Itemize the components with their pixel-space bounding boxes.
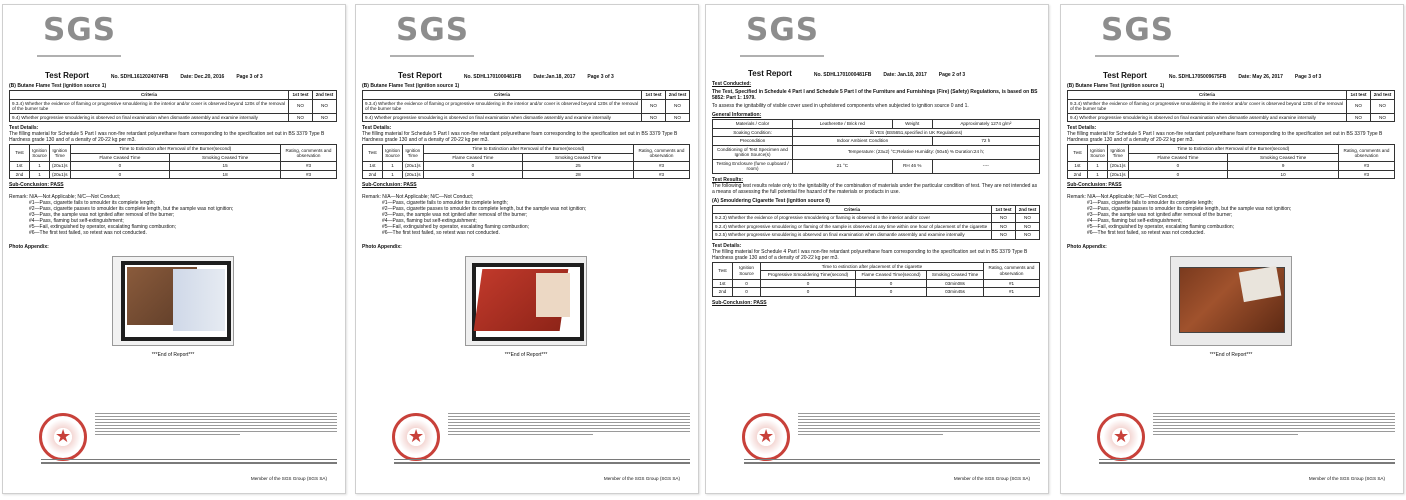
- row-rating: #3: [1339, 162, 1395, 171]
- row-progressive: 0: [761, 288, 856, 297]
- section-title: (B) Butane Flame Test (ignition source 1): [1067, 83, 1165, 89]
- remark-line: #6—The first test failed, so retest was not conducted.: [29, 230, 147, 236]
- remark-line: Remark: N/A—Not Applicable; N/C—Not Conduct;: [9, 194, 121, 200]
- sample-photo: [1170, 256, 1292, 346]
- table-row: [713, 288, 1040, 297]
- report-title: Test Report: [1103, 71, 1147, 80]
- remark-line: #5—Fail, extinguished by operator, escalating flaming combustion;: [382, 224, 530, 230]
- remark-block: [362, 194, 690, 236]
- result-cell: NO: [1016, 222, 1040, 231]
- row-time: (20±1)s: [403, 162, 424, 171]
- remark-line: #4—Pass, flaming but self-extinguishment;: [29, 218, 124, 224]
- report-number: No. SDHL1612024074FB: [110, 74, 169, 80]
- row-flame: 0: [70, 170, 170, 179]
- extinction-table: [1067, 144, 1395, 179]
- remark-line: #5—Fail, extinguished by operator, escalating flaming combustion;: [1087, 224, 1235, 230]
- remark-block: [9, 194, 337, 236]
- col-smoking: Smoking Ceased Time: [170, 153, 281, 162]
- row-source: 1: [1088, 162, 1108, 171]
- row-test: 2nd: [10, 170, 30, 179]
- row-rating: #3: [634, 170, 690, 179]
- general-info-label: General Information:: [712, 112, 762, 118]
- remark-line: #3—Pass, the sample was not ignited after removal of the burner;: [1087, 212, 1233, 218]
- first-test-header: 1st test: [992, 205, 1016, 214]
- result-cell: NO: [666, 113, 690, 122]
- photo-appendix-label: Photo Appendix:: [362, 244, 402, 250]
- enclosure-rh: RH 46 %: [892, 159, 932, 173]
- cigarette-table: [712, 262, 1040, 297]
- table-row: [713, 279, 1040, 288]
- col-rating: Rating, comments and observation: [634, 145, 690, 162]
- row-source: 1: [383, 170, 403, 179]
- table-row: [363, 170, 690, 179]
- row-time: (20±1)s: [403, 170, 424, 179]
- first-test-header: 1st test: [289, 91, 313, 100]
- conditioning-value: Temperature: (23±2) °C;Relative Humidity: (50±5) % Duration:24 h;: [793, 145, 1040, 159]
- first-test-header: 1st test: [642, 91, 666, 100]
- remark-line: #2—Pass, cigarette passes to smoulder its complete length, but the sample was not ignition;: [29, 206, 234, 212]
- footer: [17, 413, 337, 487]
- remark-line: #2—Pass, cigarette passes to smoulder its complete length, but the sample was not ignition;: [382, 206, 587, 212]
- address-lines: [744, 459, 1040, 466]
- report-number: No. SDHL1701000481FB: [463, 74, 522, 80]
- remark-line: #4—Pass, flaming but self-extinguishment;: [382, 218, 477, 224]
- page-number: Page 2 of 3: [938, 72, 966, 78]
- report-date: Date: May 26, 2017: [1238, 74, 1283, 80]
- report-date: Date:Jan.18, 2017: [533, 74, 576, 80]
- logo-underline: [37, 55, 121, 57]
- test-details-text: The filling material for Schedule 4 Part I was non-fire retardant polyurethane foam corresponding to the specification set out in BS 3379 Type B Hardness grade 130 and of a density of 20-22 kg per m3.: [712, 248, 1028, 261]
- weight-value: Approximately 1274 g/m²: [932, 120, 1039, 129]
- row-time: (20±1)s: [50, 162, 71, 171]
- row-smoke: 25: [523, 162, 634, 171]
- second-test-header: 2nd test: [1016, 205, 1040, 214]
- row-time: (20±1)s: [1108, 162, 1129, 171]
- footer: [1075, 413, 1395, 487]
- remark-line: #4—Pass, flaming but self-extinguishment;: [1087, 218, 1182, 224]
- row-test: 1st: [1068, 162, 1088, 171]
- member-note: Member of the SGS Group (SGS SA): [953, 476, 1030, 481]
- col-rating: Rating, comments and observation: [984, 262, 1040, 279]
- remark-line: Remark: N/A—Not Applicable; N/C—Not Conduct;: [362, 194, 474, 200]
- row-flame: 0: [423, 170, 523, 179]
- row-progressive: 0: [761, 279, 856, 288]
- row-smoke: 15: [170, 162, 281, 171]
- sub-conclusion: Sub-Conclusion: PASS: [1067, 182, 1122, 188]
- criteria-table: [362, 90, 690, 122]
- company-seal-icon: [39, 413, 87, 461]
- row-smoke: 28: [523, 170, 634, 179]
- col-rating: Rating, comments and observation: [1339, 145, 1395, 162]
- remark-line: Remark: N/A—Not Applicable; N/C—Not Conduct;: [1067, 194, 1179, 200]
- row-rating: #3: [281, 170, 337, 179]
- test-details-label: Test Details:: [9, 125, 39, 131]
- row-rating: #3: [634, 162, 690, 171]
- result-cell: NO: [992, 214, 1016, 223]
- col-rating: Rating, comments and observation: [281, 145, 337, 162]
- col-smoking: Smoking Ceased Time: [1228, 153, 1339, 162]
- remark-line: #3—Pass, the sample was not ignited after removal of the burner;: [29, 212, 175, 218]
- row-smoke: 03min08s: [927, 279, 984, 288]
- result-cell: NO: [1347, 113, 1371, 122]
- row-source: 1: [30, 170, 50, 179]
- sub-conclusion: Sub-Conclusion: PASS: [362, 182, 417, 188]
- page-number: Page 3 of 3: [236, 74, 263, 80]
- row-source: 1: [383, 162, 403, 171]
- report-number: No. SDHL1701000481FB: [813, 72, 872, 78]
- col-extinction: Time to Extinction after Removal of the Burner(second): [423, 145, 633, 154]
- report-page-3: [705, 4, 1049, 494]
- row-rating: #1: [984, 279, 1040, 288]
- result-cell: NO: [1371, 113, 1395, 122]
- test-conducted-label: Test Conducted:: [712, 81, 752, 87]
- col-ignition-source: Ignition Source: [383, 145, 403, 162]
- sgs-logo: SGS: [43, 12, 117, 48]
- logo-underline: [740, 55, 824, 57]
- section-title: (A) Smouldering Cigarette Test (ignition source 0): [712, 197, 830, 204]
- enclosure-other: ----: [932, 159, 1039, 173]
- row-flame: 0: [70, 162, 170, 171]
- row-smoke: 03min45s: [927, 288, 984, 297]
- test-details-label: Test Details:: [362, 125, 392, 131]
- sample-photo: [465, 256, 587, 346]
- col-test: Test: [10, 145, 30, 162]
- result-cell: NO: [992, 231, 1016, 240]
- test-details-text: The filling material for Schedule 5 Part I was non-fire retardant polyurethane foam corresponding to the specification set out in BS 3379 Type B Hardness grade 130 and of a density of 20-22 kg per m3.: [1067, 131, 1383, 143]
- row-source: 1: [1088, 170, 1108, 179]
- report-page-1: [2, 4, 346, 494]
- criteria-934: 9.3.4) Whether the evidence of flaming or progressive smouldering in the interior and/or cover is observed beyond 120s of the removal of the burner tube: [10, 99, 289, 113]
- legal-text: [95, 413, 337, 437]
- soaking-value: ☒ YES (BS5651,specified in UK Regulations): [793, 128, 1040, 137]
- footer: [370, 413, 690, 487]
- result-cell: NO: [1371, 99, 1395, 113]
- conditioning-label: Conditioning of Test Specimen and Ignition Source(s): [713, 145, 793, 159]
- result-cell: NO: [313, 113, 337, 122]
- result-cell: NO: [1347, 99, 1371, 113]
- remark-line: #6—The first test failed, so retest was not conducted.: [382, 230, 500, 236]
- criteria-925: 9.2.5) Whether progressive smouldering is observed on final examination when dismantle assembly and examine internally: [713, 231, 992, 240]
- report-title: Test Report: [45, 71, 89, 80]
- col-test: Test: [713, 262, 733, 279]
- criteria-header: Criteria: [1068, 91, 1347, 100]
- precondition-value: Indoor Ambient Condition: [793, 137, 933, 146]
- row-smoke: 18: [170, 170, 281, 179]
- sample-photo: [112, 256, 234, 346]
- enclosure-label: Testing Enclosure (fume cupboard / room): [713, 159, 793, 173]
- criteria-table: [9, 90, 337, 122]
- row-rating: #1: [984, 288, 1040, 297]
- result-cell: NO: [992, 222, 1016, 231]
- report-page-4: [1060, 4, 1404, 494]
- materials-value: Leatherette / Brick red: [793, 120, 893, 129]
- criteria-934: 9.3.4) Whether the evidence of flaming or progressive smouldering in the interior and/or cover is observed beyond 120s of the removal of the burner tube: [1068, 99, 1347, 113]
- table-row: [1068, 170, 1395, 179]
- test-title-line: The Test, Specified in Schedule 4 Part I and Schedule 5 Part I of the Furniture and Furnishings (Fire) (Safety) Regulations, is based on BS 5852: Part 1: 1979.: [712, 89, 1038, 101]
- row-smoke: 9: [1228, 162, 1339, 171]
- test-results-label: Test Results:: [712, 176, 744, 183]
- row-smoke: 10: [1228, 170, 1339, 179]
- report-title: Test Report: [398, 71, 442, 80]
- general-info-table: [712, 119, 1040, 174]
- remark-line: #1—Pass, cigarette fails to smoulder its complete length;: [1087, 200, 1213, 206]
- col-flame: Flame Ceased Time: [423, 153, 523, 162]
- report-header: [362, 73, 690, 80]
- row-source: 0: [733, 279, 761, 288]
- logo-underline: [390, 55, 474, 57]
- address-lines: [394, 459, 690, 466]
- report-header: [712, 71, 1040, 78]
- col-flame: Flame Ceased Time(second): [855, 271, 926, 280]
- criteria-header: Criteria: [10, 91, 289, 100]
- row-source: 0: [733, 288, 761, 297]
- second-test-header: 2nd test: [313, 91, 337, 100]
- table-row: [1068, 162, 1395, 171]
- row-flame: 0: [855, 288, 926, 297]
- end-of-report: ***End of Report***: [151, 352, 195, 358]
- legal-text: [798, 413, 1040, 437]
- row-source: 1: [30, 162, 50, 171]
- member-note: Member of the SGS Group (SGS SA): [250, 476, 327, 481]
- col-test: Test: [363, 145, 383, 162]
- criteria-923: 9.2.3) Whether the evidence of progressive smouldering or flaming is observed in the interior and/or cover: [713, 214, 992, 223]
- remark-block: [1067, 194, 1395, 236]
- col-flame: Flame Ceased Time: [70, 153, 170, 162]
- col-smoking: Smoking Ceased Time: [927, 271, 984, 280]
- col-ignition-source: Ignition Source: [1088, 145, 1108, 162]
- enclosure-temp: 21 °C: [793, 159, 893, 173]
- footer: [720, 413, 1040, 487]
- soaking-label: Soaking Condition:: [713, 128, 793, 137]
- company-seal-icon: [1097, 413, 1145, 461]
- row-flame: 0: [855, 279, 926, 288]
- report-date: Date: Dec.20, 2016: [180, 74, 225, 80]
- report-header: [1067, 73, 1395, 80]
- row-flame: 0: [1128, 162, 1228, 171]
- sgs-logo: SGS: [396, 12, 470, 48]
- result-cell: NO: [289, 99, 313, 113]
- col-flame: Flame Ceased Time: [1128, 153, 1228, 162]
- row-rating: #3: [1339, 170, 1395, 179]
- remark-line: #1—Pass, cigarette fails to smoulder its complete length;: [29, 200, 155, 206]
- report-number: No. SDHL1705009675FB: [1168, 74, 1227, 80]
- criteria-94: 9.4) Whether progressive smouldering is observed on final examination when dismantle assembly and examine internally: [1068, 113, 1347, 122]
- section-title: (B) Butane Flame Test (ignition source 1): [362, 83, 460, 89]
- row-time: (20±1)s: [1108, 170, 1129, 179]
- first-test-header: 1st test: [1347, 91, 1371, 100]
- page-number: Page 3 of 3: [587, 74, 614, 80]
- sub-conclusion: Sub-Conclusion: PASS: [712, 299, 767, 306]
- photo-appendix-label: Photo Appendix:: [1067, 244, 1107, 250]
- test-details-text: The filling material for Schedule 5 Part I was non-fire retardant polyurethane foam corresponding to the specification set out in BS 3379 Type B Hardness grade 130 and of a density of 20-22 kg per m3.: [9, 131, 325, 143]
- criteria-header: Criteria: [713, 205, 992, 214]
- test-details-label: Test Details:: [712, 242, 742, 249]
- page-number: Page 3 of 3: [1294, 74, 1322, 80]
- precondition-label: Precondition: [713, 137, 793, 146]
- report-page-2: [355, 4, 699, 494]
- table-row: [10, 162, 337, 171]
- row-time: (20±1)s: [50, 170, 71, 179]
- result-cell: NO: [642, 99, 666, 113]
- criteria-924: 9.2.4) Whether progressive smouldering or flaming of the sample is observed at any time within one hour of placement of the cigarette: [713, 222, 992, 231]
- report-title: Test Report: [748, 69, 792, 78]
- test-details-label: Test Details:: [1067, 125, 1097, 131]
- remark-line: #3—Pass, the sample was not ignited after removal of the burner;: [382, 212, 528, 218]
- result-cell: NO: [666, 99, 690, 113]
- extinction-table: [362, 144, 690, 179]
- result-cell: NO: [642, 113, 666, 122]
- remark-line: #5—Fail, extinguished by operator, escalating flaming combustion;: [29, 224, 177, 230]
- criteria-934: 9.3.4) Whether the evidence of flaming or progressive smouldering in the interior and/or cover is observed beyond 120s of the removal of the burner tube: [363, 99, 642, 113]
- company-seal-icon: [392, 413, 440, 461]
- criteria-table: [1067, 90, 1395, 122]
- result-cell: NO: [289, 113, 313, 122]
- second-test-header: 2nd test: [666, 91, 690, 100]
- col-extinction: Time to Extinction after Removal of the Burner(second): [1128, 145, 1338, 154]
- col-ignition-time: Ignition Time: [50, 145, 71, 162]
- logo-underline: [1095, 55, 1179, 57]
- col-smoking: Smoking Ceased Time: [523, 153, 634, 162]
- second-test-header: 2nd test: [1371, 91, 1395, 100]
- extinction-table: [9, 144, 337, 179]
- legal-text: [1153, 413, 1395, 437]
- result-cell: NO: [313, 99, 337, 113]
- row-flame: 0: [423, 162, 523, 171]
- materials-label: Materials / Color: [713, 120, 793, 129]
- row-test: 2nd: [363, 170, 383, 179]
- remark-line: #6—The first test failed, so retest was not conducted.: [1087, 230, 1205, 236]
- col-ignition-source: Ignition Source: [30, 145, 50, 162]
- address-lines: [41, 459, 337, 466]
- company-seal-icon: [742, 413, 790, 461]
- report-date: Date: Jan.18, 2017: [883, 72, 927, 78]
- criteria-table: [712, 205, 1040, 240]
- sub-conclusion: Sub-Conclusion: PASS: [9, 182, 64, 188]
- assess-line: To assess the ignitability of visible cover used in upholstered components when subjected to ignition source 0 and 1.: [712, 103, 969, 109]
- report-header: [9, 73, 337, 80]
- remark-line: #1—Pass, cigarette fails to smoulder its complete length;: [382, 200, 508, 206]
- end-of-report: ***End of Report***: [504, 352, 548, 358]
- col-progressive: Progressive Smouldering Time(second): [761, 271, 856, 280]
- criteria-header: Criteria: [363, 91, 642, 100]
- result-cell: NO: [1016, 231, 1040, 240]
- legal-text: [448, 413, 690, 437]
- col-ignition-time: Ignition Time: [403, 145, 424, 162]
- sgs-logo: SGS: [1101, 12, 1175, 48]
- end-of-report: ***End of Report***: [1209, 352, 1253, 358]
- remark-line: #2—Pass, cigarette passes to smoulder its complete length, but the sample was not ignition;: [1087, 206, 1292, 212]
- photo-appendix-label: Photo Appendix:: [9, 244, 49, 250]
- criteria-94: 9.4) Whether progressive smouldering is observed on final examination when dismantle assembly and examine internally: [10, 113, 289, 122]
- table-row: [363, 162, 690, 171]
- member-note: Member of the SGS Group (SGS SA): [1308, 476, 1385, 481]
- row-test: 1st: [10, 162, 30, 171]
- result-cell: NO: [1016, 214, 1040, 223]
- row-test: 2nd: [1068, 170, 1088, 179]
- member-note: Member of the SGS Group (SGS SA): [603, 476, 680, 481]
- col-extinction: Time to Extinction after Removal of the Burner(second): [70, 145, 280, 154]
- test-results-text: The following test results relate only to the ignitability of the combination of materials under the particular condition of test. They are not intended as a means of assessing the full potential fire hazard of the materials or products in use.: [712, 182, 1038, 195]
- col-test: Test: [1068, 145, 1088, 162]
- section-title: (B) Butane Flame Test (ignition source 1): [9, 83, 107, 89]
- precondition-time: 72 h: [932, 137, 1039, 146]
- col-ignition-time: Ignition Time: [1108, 145, 1129, 162]
- test-details-text: The filling material for Schedule 5 Part I was non-fire retardant polyurethane foam corresponding to the specification set out in BS 3379 Type B Hardness grade 130 and of a density of 20-22 kg per m3.: [362, 131, 678, 143]
- row-flame: 0: [1128, 170, 1228, 179]
- row-test: 1st: [363, 162, 383, 171]
- row-rating: #3: [281, 162, 337, 171]
- criteria-94: 9.4) Whether progressive smouldering is observed on final examination when dismantle assembly and examine internally: [363, 113, 642, 122]
- row-test: 1st: [713, 279, 733, 288]
- weight-label: Weight: [892, 120, 932, 129]
- address-lines: [1099, 459, 1395, 466]
- sgs-logo: SGS: [746, 12, 820, 48]
- col-cig-extinction: Time to extinction after placement of the cigarette: [761, 262, 984, 271]
- col-ignition-source: Ignition Source: [733, 262, 761, 279]
- row-test: 2nd: [713, 288, 733, 297]
- table-row: [10, 170, 337, 179]
